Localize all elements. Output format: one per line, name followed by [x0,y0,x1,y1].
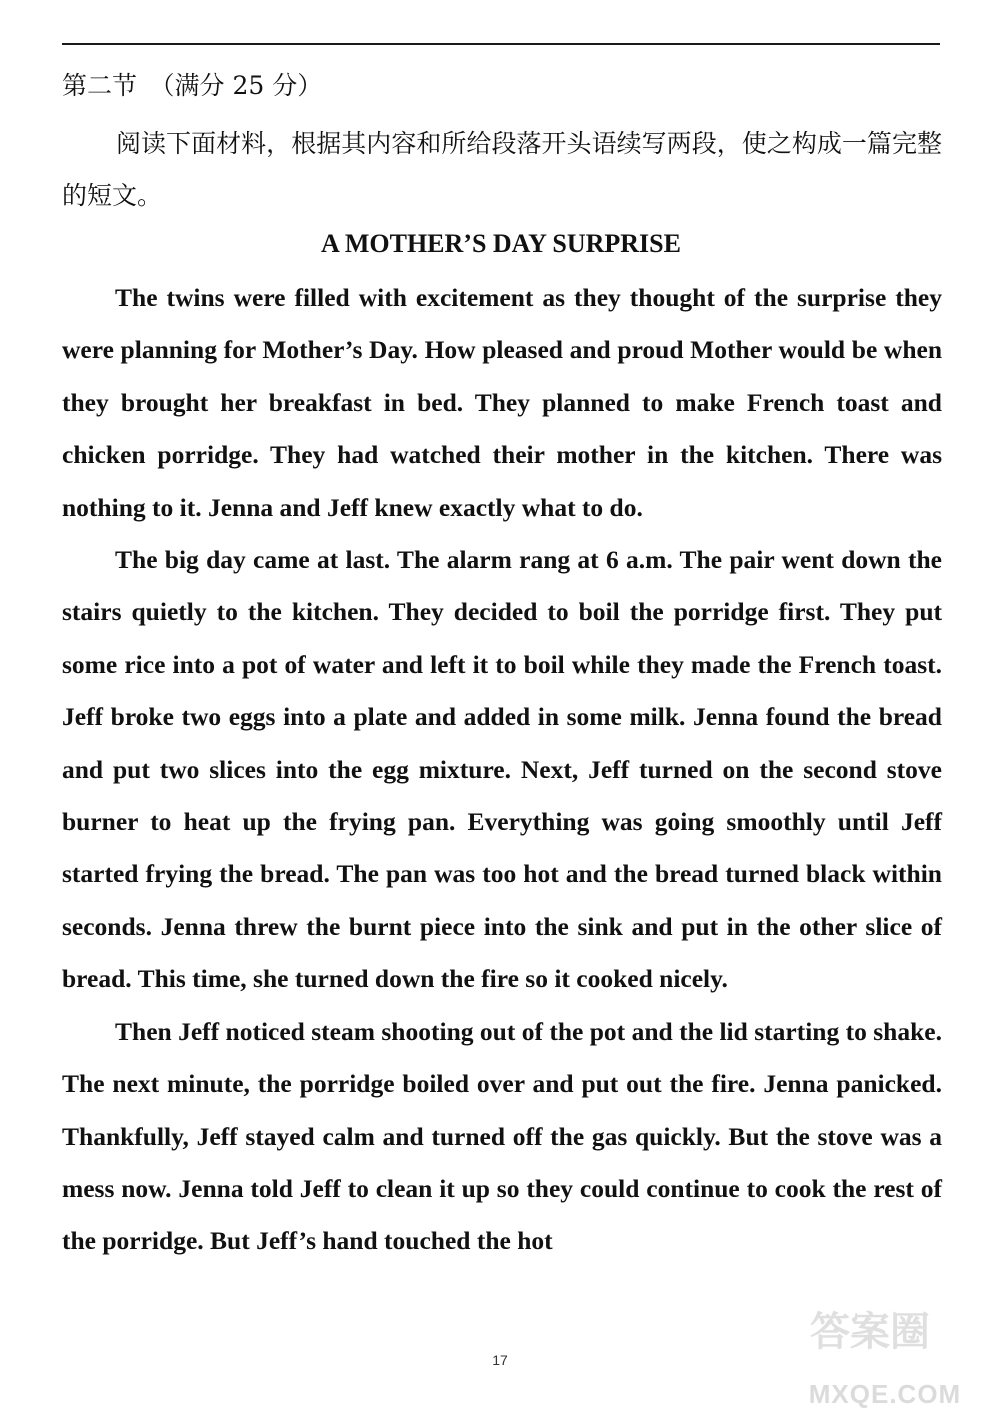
story-paragraph-2: The big day came at last. The alarm rang at 6 a.m. The pair went down the stairs quietly to the kitchen. They decided to boil the porridge first. They put some rice into a pot of water and left it to boil while they made the French toast. Jeff broke two eggs into a plate and added in some milk. Jenna found the bread and put two slices into the egg mixture. Next, Jeff turned on the second stove burner to heat up the frying pan. Everything was going smoothly until Jeff started frying the bread. The pan was too hot and the bread turned black within seconds. Jenna threw the burnt piece into the sink and put in the other slice of bread. This time, she turned down the fire so it cooked nicely. [62,545,942,994]
watermark-logo [790,1300,980,1410]
section-heading: 第二节 （满分 25 分） [62,71,323,100]
instruction-text: 阅读下面材料，根据其内容和所给段落开头语续写两段，使之构成一篇完整的短文。 [62,129,942,210]
top-rule [62,43,940,45]
story-paragraph-3: Then Jeff noticed steam shooting out of the pot and the lid starting to shake. The next minute, the porridge boiled over and put out the fire. Jenna panicked. Thankfully, Jeff stayed calm and turned off the gas quickly. But the stove was a mess now. Jenna told Jeff to clean it up so they could continue to cook the rest of the porridge. But Jeff’s hand touched the hot [62,1016,942,1256]
page-number: 17 [492,1352,508,1368]
watermark-site-text: MXQE.COM [808,1379,962,1409]
story-title: A MOTHER’S DAY SURPRISE [321,229,681,258]
story-paragraph-1: The twins were filled with excitement as they thought of the surprise they were planning for Mother’s Day. How pleased and proud Mother would be when they brought her breakfast in bed. They planned to make French toast and chicken porridge. They had watched their mother in the kitchen. There was nothing to it. Jenna and Jeff knew exactly what to do. [62,283,942,522]
watermark-cn-text: 答案圈 [810,1309,930,1355]
story-body [62,272,942,1268]
